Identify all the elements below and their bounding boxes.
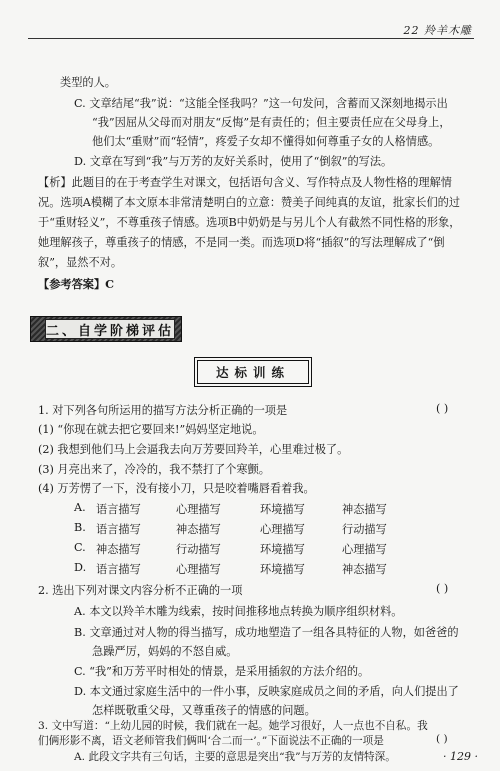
option-cell: 心理描写 bbox=[342, 543, 387, 556]
option-cell: 神态描写 bbox=[342, 503, 387, 516]
q2-option-b-line-1: B. 文章通过对人物的得当描写，成功地塑造了一组各具特征的人物，如爸爸的 bbox=[74, 626, 459, 639]
analysis-line-4: 她理解孩子，尊重孩子的情感，不是同一类。而选项D将“插叙”的写法理解成了“倒 bbox=[38, 236, 445, 249]
q1-option-d bbox=[74, 561, 454, 578]
option-cell: 语言描写 bbox=[96, 503, 141, 516]
q1-sentence-3: (3) 月亮出来了，冷冷的，我不禁打了个寒颤。 bbox=[38, 463, 270, 476]
section-banner bbox=[30, 316, 182, 342]
option-cell: 环境描写 bbox=[260, 503, 305, 516]
q3-stem-line-2: 们俩形影不离，语文老师管我们俩叫‘合二而一’。”下面说法不正确的一项是 bbox=[38, 735, 384, 747]
q2-stem: 2. 选出下列对课文内容分析不正确的一项 bbox=[38, 584, 243, 597]
option-cell: 环境描写 bbox=[260, 543, 305, 556]
q2-answer-blank: ( ) bbox=[436, 582, 449, 595]
q2-option-a: A. 本文以羚羊木雕为线索，按时间推移地点转换为顺序组织材料。 bbox=[74, 605, 403, 618]
option-cell: 心理描写 bbox=[176, 503, 221, 516]
q1-answer-blank: ( ) bbox=[436, 402, 449, 415]
q2-option-d-line-2: 怎样既敬重父母，又尊重孩子的情感的问题。 bbox=[92, 704, 316, 717]
option-cell: 神态描写 bbox=[176, 523, 221, 536]
option-cell: 神态描写 bbox=[96, 543, 141, 556]
q1-stem: 1. 对下列各句所运用的描写方法分析正确的一项是 bbox=[38, 404, 288, 417]
prev-option-c-line-1: C. 文章结尾“我”说：“这能全怪我吗？”这一句发问，含蓄而又深刻地揭示出 bbox=[74, 97, 448, 110]
reference-answer: 【参考答案】C bbox=[38, 277, 115, 291]
option-cell: 心理描写 bbox=[260, 523, 305, 536]
option-cell: 心理描写 bbox=[176, 563, 221, 576]
option-cell: 环境描写 bbox=[260, 563, 305, 576]
q2-option-d-line-1: D. 本文通过家庭生活中的一件小事，反映家庭成员之间的矛盾，向人们提出了 bbox=[74, 685, 459, 698]
prev-line-1: 类型的人。 bbox=[60, 76, 116, 89]
analysis-line-3: 于“重财轻义”，不尊重孩子情感。选项B中奶奶是与另儿个人有截然不同性格的形象， bbox=[38, 216, 461, 229]
option-cell: 神态描写 bbox=[342, 563, 387, 576]
option-cell: 语言描写 bbox=[96, 523, 141, 536]
prev-option-d: D. 文章在写到“我”与万芳的友好关系时，使用了“倒叙”的写法。 bbox=[74, 155, 393, 168]
analysis-line-5: 叙”，显然不对。 bbox=[38, 256, 123, 269]
option-key: B. bbox=[74, 521, 86, 534]
q1-option-a bbox=[74, 501, 454, 518]
q1-option-c bbox=[74, 541, 454, 558]
header-rule bbox=[28, 38, 474, 39]
section-title: 二、自学阶梯评估 bbox=[45, 319, 175, 339]
q2-option-b-line-2: 急躁严厉，妈妈的不怒自威。 bbox=[92, 645, 238, 658]
running-header: 22 羚羊木雕 bbox=[403, 24, 472, 37]
q1-sentence-1: (1) “你现在就去把它要回来!”妈妈坚定地说。 bbox=[38, 423, 264, 436]
option-cell: 语言描写 bbox=[96, 563, 141, 576]
page-number: · 129 · bbox=[443, 750, 478, 763]
prev-option-c-line-2: “我”因屈从父母而对朋友“反悔”是有责任的；但主要责任应在父母身上， bbox=[92, 116, 451, 129]
training-heading: 达标训练 bbox=[197, 360, 309, 384]
prev-option-c-line-3: 他们太“重财”而“轻情”，疼爱子女却不懂得如何尊重子女的人格情感。 bbox=[92, 135, 440, 148]
analysis-line-2: 况。选项A模糊了本文原本非常清楚明白的立意：赞美子间纯真的友谊，批家长们的过 bbox=[38, 196, 461, 209]
q3-answer-blank: ( ) bbox=[436, 733, 448, 745]
q3-option-a: A. 此段文字共有三句话，主要的意思是突出“我”与万芳的友情特深。 bbox=[74, 751, 396, 763]
q3-stem-line-1: 3. 文中写道：“上幼儿园的时候，我们就在一起。她学习很好，人一点也不自私。我 bbox=[38, 720, 428, 732]
option-key: A. bbox=[74, 501, 86, 514]
option-cell: 行动描写 bbox=[342, 523, 387, 536]
option-key: C. bbox=[74, 541, 86, 554]
option-key: D. bbox=[74, 561, 87, 574]
option-cell: 行动描写 bbox=[176, 543, 221, 556]
analysis-line-1: 【析】此题目的在于考查学生对课文，包括语句含义、写作特点及人物性格的理解情 bbox=[38, 176, 452, 189]
q1-sentence-4: (4) 万芳愣了一下，没有接小刀，只是咬着嘴唇看着我。 bbox=[38, 482, 315, 495]
q1-sentence-2: (2) 我想到他们马上会逼我去向万芳要回羚羊，心里难过极了。 bbox=[38, 443, 349, 456]
q2-option-c: C. “我”和万芳平时相处的情景，是采用插叙的方法介绍的。 bbox=[74, 665, 370, 678]
q1-option-b bbox=[74, 521, 454, 538]
